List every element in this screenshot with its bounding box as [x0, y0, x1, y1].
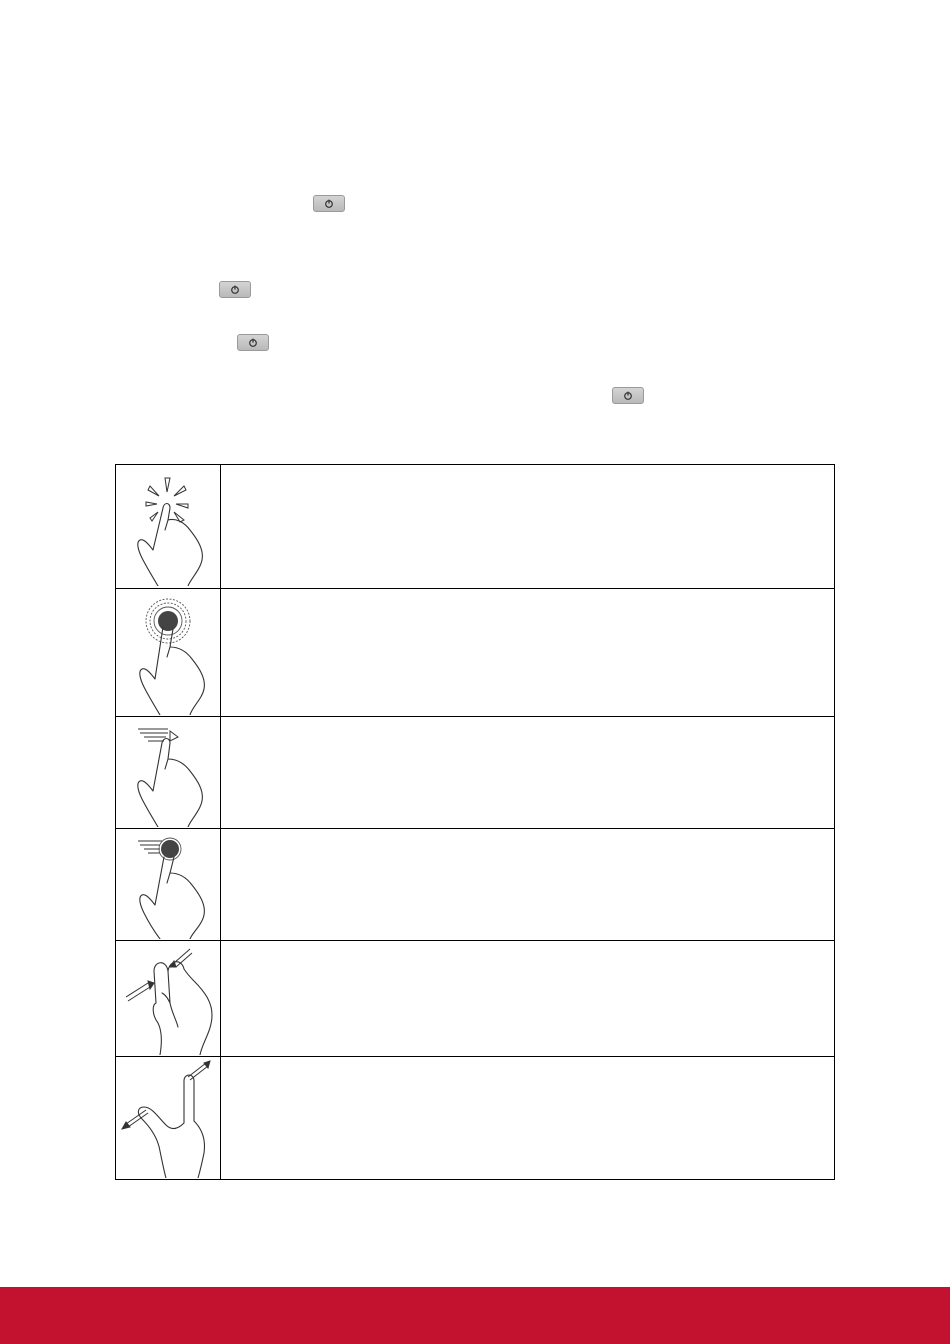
tap-gesture-icon: [118, 468, 218, 586]
gesture-description: [221, 717, 835, 829]
power-icon: [238, 335, 268, 350]
gesture-icon-cell: [116, 941, 221, 1057]
power-button[interactable]: [612, 387, 644, 404]
swipe-gesture-icon: [118, 719, 218, 827]
gesture-description: [221, 1057, 835, 1180]
gesture-description: [221, 589, 835, 717]
gesture-description: [221, 829, 835, 941]
gesture-icon-cell: [116, 829, 221, 941]
table-row: [116, 941, 835, 1057]
table-row: [116, 1057, 835, 1180]
power-icon: [220, 282, 250, 297]
press-and-hold-gesture-icon: [118, 591, 218, 715]
pinch-in-gesture-icon: [118, 943, 218, 1055]
table-row: [116, 465, 835, 589]
power-icon: [314, 196, 344, 211]
gesture-icon-cell: [116, 465, 221, 589]
gesture-icon-cell: [116, 589, 221, 717]
table-row: [116, 717, 835, 829]
gesture-table: [115, 464, 835, 1180]
gesture-description: [221, 465, 835, 589]
table-row: [116, 829, 835, 941]
power-button[interactable]: [219, 281, 251, 298]
gesture-description: [221, 941, 835, 1057]
pinch-out-gesture-icon: [118, 1059, 218, 1178]
gesture-icon-cell: [116, 717, 221, 829]
power-button[interactable]: [237, 334, 269, 351]
drag-gesture-icon: [118, 831, 218, 939]
table-row: [116, 589, 835, 717]
gesture-icon-cell: [116, 1057, 221, 1180]
power-icon: [613, 388, 643, 403]
footer-bar: [0, 1287, 950, 1344]
power-button[interactable]: [313, 195, 345, 212]
